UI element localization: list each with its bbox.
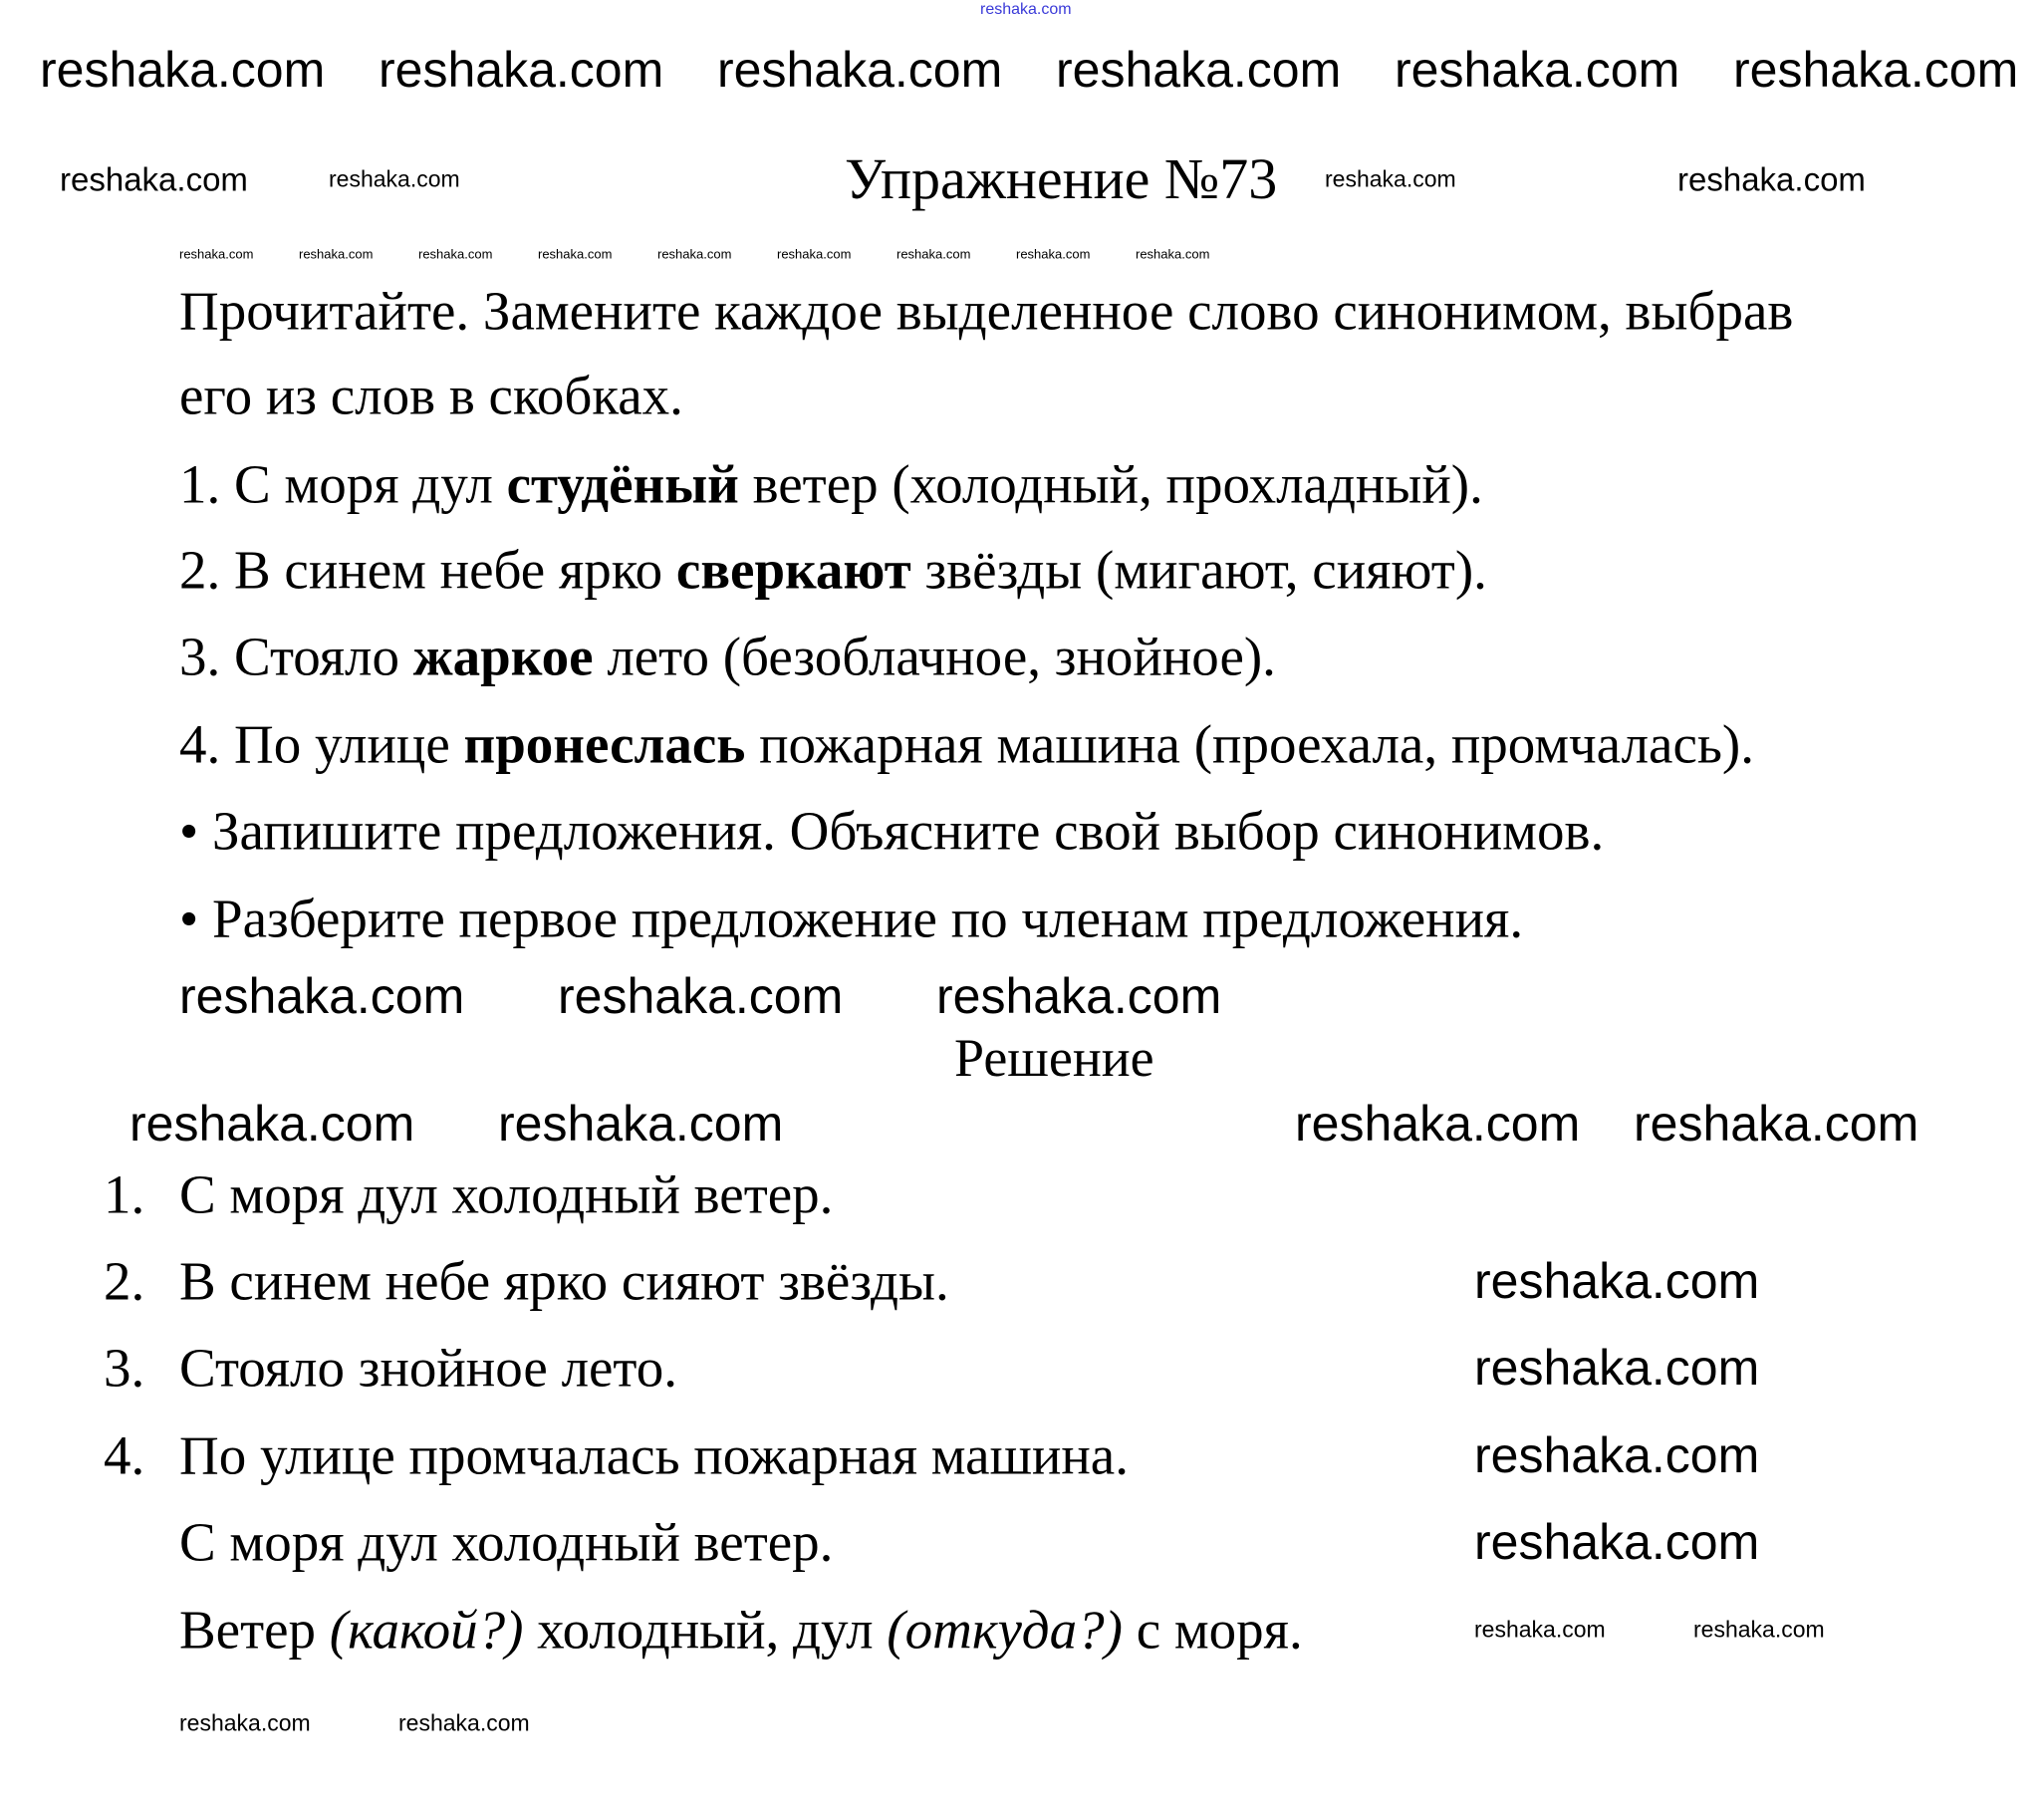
task-bullet-2: • Разберите первое предложение по членам предложения. <box>179 888 1524 949</box>
watermark: reshaka.com <box>329 165 460 192</box>
watermark: reshaka.com <box>777 246 852 262</box>
watermark: reshaka.com <box>936 968 1222 1024</box>
exercise-title: Упражнение №73 <box>845 146 1278 211</box>
task-item-1 <box>179 453 1483 515</box>
task-bullet-1: • Запишите предложения. Объясните свой выбор синонимов. <box>179 800 1605 862</box>
question: (какой?) <box>329 1599 524 1661</box>
watermark: reshaka.com <box>1056 42 1342 98</box>
watermark: reshaka.com <box>498 1096 784 1152</box>
task-item-4 <box>179 713 1754 775</box>
watermark: reshaka.com <box>558 968 844 1024</box>
answer-number: 2. <box>104 1250 145 1312</box>
task-intro-line1: Прочитайте. Замените каждое выделенное слово синонимом, выбрав <box>179 280 1794 342</box>
task-item-3 <box>179 626 1276 687</box>
watermark: reshaka.com <box>418 246 493 262</box>
task-item-2 <box>179 539 1487 601</box>
sentence-parse <box>179 1599 1303 1661</box>
watermark: reshaka.com <box>1395 42 1680 98</box>
solution-heading: Решение <box>954 1028 1154 1088</box>
watermark: reshaka.com <box>1474 1616 1606 1643</box>
highlighted-word: жаркое <box>412 626 594 687</box>
item-text: звёзды (мигают, сияют). <box>910 539 1487 601</box>
answer-text: С моря дул холодный ветер. <box>179 1163 834 1225</box>
watermark: reshaka.com <box>60 160 248 198</box>
watermark: reshaka.com <box>1016 246 1091 262</box>
answer-number: 1. <box>104 1163 145 1225</box>
item-text: ветер (холодный, прохладный). <box>738 453 1483 515</box>
answer-number: 4. <box>104 1424 145 1486</box>
watermark: reshaka.com <box>1474 1253 1760 1309</box>
answer-text: По улице промчалась пожарная машина. <box>179 1424 1129 1486</box>
watermark: reshaka.com <box>1136 246 1210 262</box>
parse-text: с моря. <box>1122 1599 1303 1661</box>
item-text: пожарная машина (проехала, промчалась). <box>745 713 1754 775</box>
watermark: reshaka.com <box>980 1 1072 18</box>
watermark: reshaka.com <box>299 246 374 262</box>
highlighted-word: сверкают <box>675 539 911 601</box>
answer-text: Стояло знойное лето. <box>179 1337 677 1399</box>
watermark: reshaka.com <box>1474 1427 1760 1483</box>
watermark: reshaka.com <box>538 246 613 262</box>
item-text: 2. В синем небе ярко <box>179 539 676 601</box>
watermark: reshaka.com <box>896 246 971 262</box>
watermark: reshaka.com <box>129 1096 415 1152</box>
watermark: reshaka.com <box>1634 1096 1919 1152</box>
watermark: reshaka.com <box>1677 160 1866 198</box>
question: (откуда?) <box>887 1599 1123 1661</box>
watermark: reshaka.com <box>1474 1514 1760 1570</box>
answer-text: В синем небе ярко сияют звёзды. <box>179 1250 949 1312</box>
watermark: reshaka.com <box>717 42 1003 98</box>
watermark: reshaka.com <box>1295 1096 1581 1152</box>
parse-sentence: С моря дул холодный ветер. <box>179 1511 834 1573</box>
watermark: reshaka.com <box>1474 1340 1760 1396</box>
watermark: reshaka.com <box>40 42 326 98</box>
watermark: reshaka.com <box>398 1709 530 1736</box>
watermark: reshaka.com <box>657 246 732 262</box>
watermark: reshaka.com <box>1693 1616 1825 1643</box>
watermark: reshaka.com <box>379 42 664 98</box>
item-text: 3. Стояло <box>179 626 413 687</box>
parse-text: холодный, дул <box>523 1599 888 1661</box>
item-text: 4. По улице <box>179 713 464 775</box>
watermark: reshaka.com <box>179 1709 311 1736</box>
watermark: reshaka.com <box>179 246 254 262</box>
watermark: reshaka.com <box>1325 165 1456 192</box>
parse-text: Ветер <box>179 1599 330 1661</box>
task-intro-line2: его из слов в скобках. <box>179 365 683 426</box>
answer-number: 3. <box>104 1337 145 1399</box>
watermark: reshaka.com <box>1733 42 2019 98</box>
watermark: reshaka.com <box>179 968 465 1024</box>
highlighted-word: студёный <box>506 453 739 515</box>
item-text: 1. С моря дул <box>179 453 507 515</box>
item-text: лето (безоблачное, знойное). <box>593 626 1276 687</box>
highlighted-word: пронеслась <box>463 713 746 775</box>
